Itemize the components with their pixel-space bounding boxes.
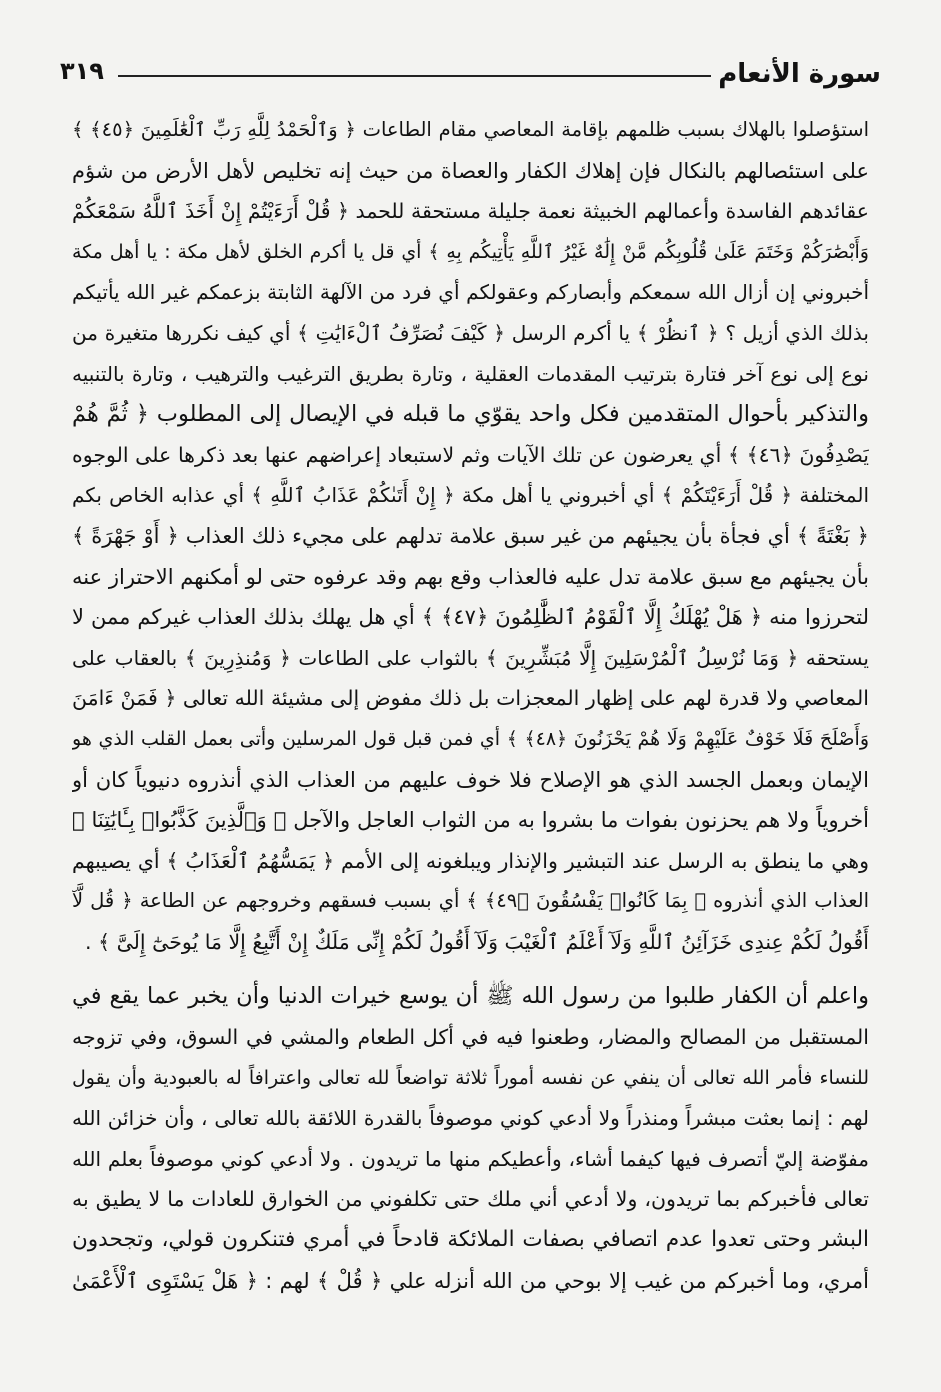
text-line: عقائدهم الفاسدة وأعمالهم الخبيثة نعمة جليلة مستحقة للحمد ﴿ قُلْ أَرَءَيْتُمْ إِنْ أَخَذَ ٱللَّهُ سَمْعَكُمْ [72,199,869,224]
page-number: ٣١٩ [60,57,104,85]
text-line: أمري، وما أخبركم من غيب إلا بوحي من الله أنزله علي ﴿ قُلْ ﴾ لهم : ﴿ هَلْ يَسْتَوِى ٱلْأَعْمَىٰ [72,1268,869,1293]
text-line: استؤصلوا بالهلاك بسبب ظلمهم بإقامة المعاصي مقام الطاعات ﴿ وَٱلْحَمْدُ لِلَّهِ رَبِّ ٱلْعَٰلَمِينَ ﴿٤٥﴾ ﴾ [72,118,869,141]
text-line: واعلم أن الكفار طلبوا من رسول الله ﷺ أن يوسع خيرات الدنيا وأن يخبر عما يقع في [72,983,869,1010]
text-line: أخروياً ولا هم يحزنون بفوات ما بشروا به من الثواب العاجل والآجل ﴿ وَٱلَّذِينَ كَذَّبُوا۟ بِـَٔايَٰتِنَا ﴾ [72,808,869,833]
page-body [72,110,869,1301]
text-line: وَأَبْصَٰرَكُمْ وَخَتَمَ عَلَىٰ قُلُوبِكُم مَّنْ إِلَٰهٌ غَيْرُ ٱللَّهِ يَأْتِيكُم بِهِ ﴾ أي قل يا أكرم الخلق لأهل مكة : يا أهل مكة [72,240,869,263]
text-line: يَصْدِفُونَ ﴿٤٦﴾ ﴾ أي يعرضون عن تلك الآيات وثم لاستبعاد إعراضهم عنها بعد ذكرها على الوجوه [72,442,869,467]
text-line: للنساء فأمر الله تعالى أن ينفي عن نفسه أموراً ثلاثة تواضعاً لله تعالى واعترافاً له بالعبودية وأن يقول [72,1066,869,1089]
paragraph-1 [72,110,869,962]
text-line: العذاب الذي أنذروه ﴿ بِمَا كَانُوا۟ يَفْسُقُونَ ﴿٤٩﴾ ﴾ أي بسبب فسقهم وخروجهم عن الطاعة ﴿ قُل لَّآ [72,889,869,913]
header-rule [118,75,711,77]
text-line: ﴿ بَغْتَةً ﴾ أي فجأة بأن يجيئهم من غير سبق علامة تدلهم على مجيء ذلك العذاب ﴿ أَوْ جَهْرَةً ﴾ [72,523,869,548]
text-line: يستحقه ﴿ وَمَا نُرْسِلُ ٱلْمُرْسَلِينَ إِلَّا مُبَشِّرِينَ ﴾ بالثواب على الطاعات ﴿ وَمُنذِرِينَ ﴾ بالعقاب على [72,645,869,670]
text-line: تعالى فأخبركم بما تريدون، ولا أدعي أني ملك حتى تكلفوني من الخوارق للعادات ما لا يطيق به [72,1187,869,1212]
text-line: نوع إلى نوع آخر فتارة بترتيب المقدمات العقلية ، وتارة بطريق الترغيب والترهيب ، وتارة بالتنبيه [72,361,869,386]
paragraph-2 [72,976,869,1301]
text-line: المستقبل من المصالح والمضار، وطعنوا فيه في أكل الطعام والمشي في السوق، وفي تزوجه [72,1025,869,1050]
text-line: أَقُولُ لَكُمْ عِندِى خَزَآئِنُ ٱللَّهِ وَلَآ أَعْلَمُ ٱلْغَيْبَ وَلَآ أَقُولُ لَكُمْ إِنِّى مَلَكٌ إِنْ أَتَّبِعُ إِلَّا مَا يُوحَىٰٓ إِلَىَّ ﴾ . [85,929,869,954]
text-line: والتذكير بأحوال المتقدمين فكل واحد يقوّي ما قبله في الإيصال إلى المطلوب ﴿ ثُمَّ هُمْ [72,401,869,428]
text-line: وَأَصْلَحَ فَلَا خَوْفٌ عَلَيْهِمْ وَلَا هُمْ يَحْزَنُونَ ﴿٤٨﴾ ﴾ أي فمن قبل قول المرسلين وأتى بعمل القلب الذي هو [72,727,869,750]
text-line: الإيمان وبعمل الجسد الذي هو الإصلاح فلا خوف عليهم من العذاب الذي أنذروه دنيوياً كان أو [72,767,869,792]
text-line: مفوّضة إليّ أتصرف فيها كيفما أشاء، وأعطيكم منها ما تريدون . ولا أدعي كوني موصوفاً بعلم الله [72,1146,869,1171]
text-line: المعاصي ولا قدرة لهم على إظهار المعجزات بل ذلك مفوض إلى مشيئة الله تعالى ﴿ فَمَنْ ءَامَنَ [72,686,869,711]
text-line: على استئصالهم بالنكال فإن إهلاك الكفار والعصاة من حيث إنه تخليص لأهل الأرض من شؤم [72,158,869,183]
text-line: وهي ما ينطق به الرسل عند التبشير والإنذار ويبلغونه إلى الأمم ﴿ يَمَسُّهُمُ ٱلْعَذَابُ ﴾ أي يصيبهم [72,848,869,873]
text-line: المختلفة ﴿ قُلْ أَرَءَيْتَكُمْ ﴾ أي أخبروني يا أهل مكة ﴿ إِنْ أَتَىٰكُمْ عَذَابُ ٱللَّهِ ﴾ أي عذابه الخاص بكم [72,483,869,508]
text-line: بذلك الذي أزيل ؟ ﴿ ٱنظُرْ ﴾ يا أكرم الرسل ﴿ كَيْفَ نُصَرِّفُ ٱلْءَايَٰتِ ﴾ أي كيف نكررها متغيرة من [72,320,869,345]
text-line: لهم : إنما بعثت مبشراً ومنذراً ولا أدعي كوني موصوفاً بالقدرة اللائقة بالله تعالى ، وأن خزائن الله [72,1106,869,1131]
surah-title: سورة الأنعام [718,59,881,89]
text-line: أخبروني إن أزال الله سمعكم وأبصاركم وعقولكم أي فرد من الآلهة الثابتة بزعمكم غير الله يأتيكم [72,280,869,305]
text-line: بأن يجيئهم مع سبق علامة تدل عليه فالعذاب وقع بهم وقد عرفوه حتى لو أمكنهم الاحتراز عنه [72,564,869,589]
page-header [60,55,881,95]
text-line: البشر وحتى تعدوا عدم اتصافي بصفات الملائكة قادحاً في أمري فتنكرون قولي، وتجحدون [72,1227,869,1253]
text-line: لتحرزوا منه ﴿ هَلْ يُهْلَكُ إِلَّا ٱلْقَوْمُ ٱلظَّٰلِمُونَ ﴿٤٧﴾ ﴾ أي هل يهلك بذلك العذاب غيركم ممن لا [72,605,869,630]
